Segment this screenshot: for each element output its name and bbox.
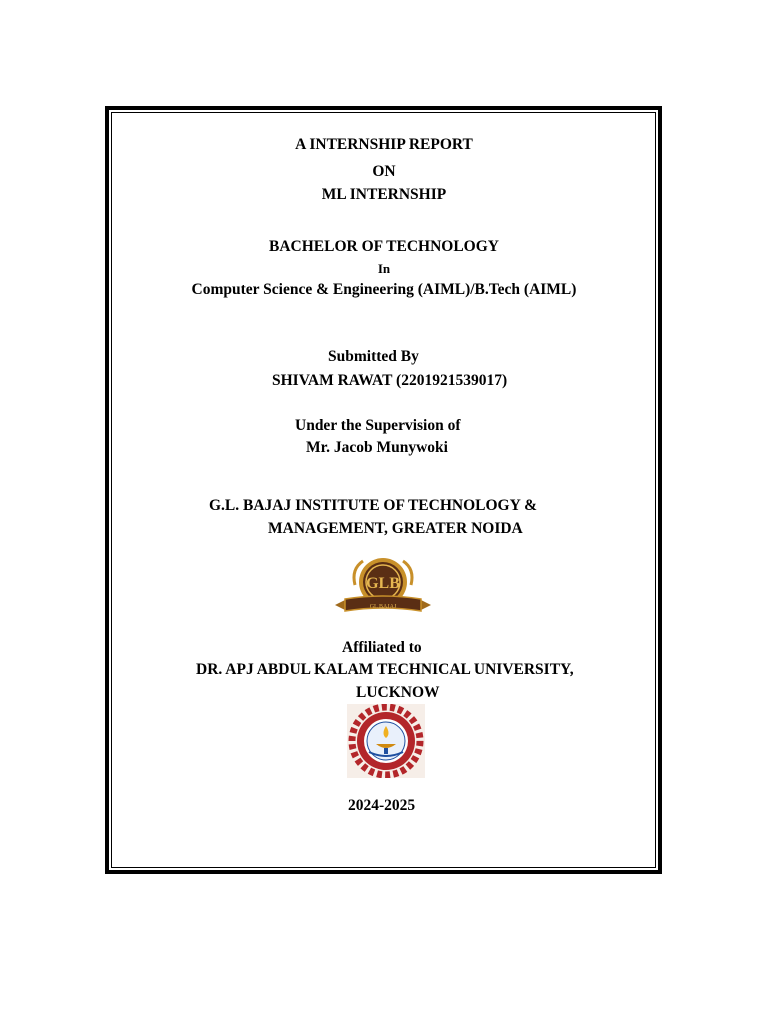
branch: Computer Science & Engineering (AIML)/B.Tech (AIML) (191, 281, 577, 298)
institute-line-2: MANAGEMENT, GREATER NOIDA (268, 520, 523, 537)
aktu-gear-seal-icon (347, 704, 425, 778)
report-title: A INTERNSHIP REPORT (295, 136, 473, 153)
degree-in: In (377, 261, 391, 276)
report-subject: ML INTERNSHIP (321, 186, 447, 203)
affiliated-label: Affiliated to (342, 639, 422, 656)
svg-text:GLB: GLB (366, 575, 400, 592)
gl-bajaj-crest-icon (333, 555, 433, 617)
institute-line-1: G.L. BAJAJ INSTITUTE OF TECHNOLOGY & (209, 497, 537, 514)
degree: BACHELOR OF TECHNOLOGY (269, 238, 499, 255)
submitted-by-label: Submitted By (328, 348, 419, 365)
institute-logo-text: GL BAJAJ (369, 604, 397, 610)
university-line-2: LUCKNOW (356, 684, 440, 701)
session: 2024-2025 (348, 797, 416, 814)
report-on: ON (372, 163, 396, 180)
student-name: SHIVAM RAWAT (2201921539017) (272, 372, 508, 389)
supervisor-name: Mr. Jacob Munywoki (306, 439, 448, 456)
supervision-label: Under the Supervision of (295, 417, 461, 434)
university-line-1: DR. APJ ABDUL KALAM TECHNICAL UNIVERSITY, (196, 661, 574, 678)
